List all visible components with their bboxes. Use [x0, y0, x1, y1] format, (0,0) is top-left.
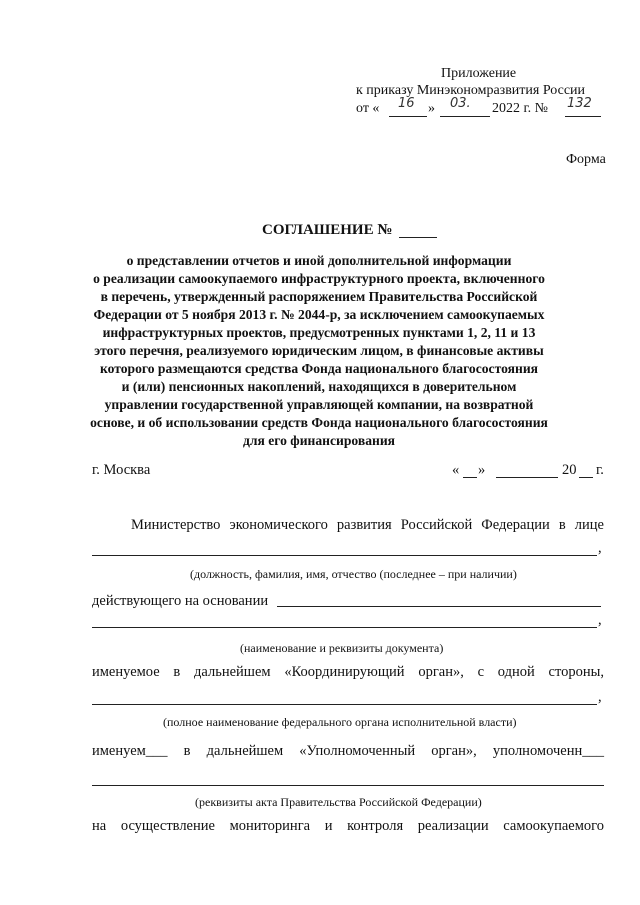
- agreement-subtitle: [80, 252, 558, 450]
- hint-document: (наименование и реквизиты документа): [240, 641, 444, 655]
- form-label: Форма: [566, 152, 606, 167]
- subtitle-line: в перечень, утвержденный распоряжением Правительства Российской: [100, 289, 538, 304]
- fill-line-fed-organ: [92, 704, 597, 705]
- fill-line-gov-act: [92, 785, 604, 786]
- authorized-organ-line: [92, 743, 604, 760]
- subtitle-line: которого размещаются средства Фонда национального благосостояния: [99, 361, 539, 376]
- word: стороны,: [548, 664, 604, 680]
- subtitle-line: для его финансирования: [242, 433, 396, 448]
- hint-fed-organ: (полное наименование федерального органа исполнительной власти): [163, 715, 517, 729]
- word: «Уполномоченный: [299, 743, 416, 759]
- word: в: [183, 743, 191, 759]
- subtitle-line: этого перечня, реализуемого юридическим лицом, в финансовые активы: [94, 343, 544, 358]
- date-prefix: от «: [356, 101, 380, 116]
- place-city: г. Москва: [92, 462, 151, 478]
- word: дальнейшем: [206, 743, 284, 759]
- fill-line-representative: [92, 555, 597, 556]
- word: реализации: [417, 818, 489, 834]
- hint-gov-act: (реквизиты акта Правительства Российской Федерации): [195, 795, 482, 809]
- comma: ,: [598, 612, 602, 628]
- subtitle-line: инфраструктурных проектов, предусмотренных пунктами 1, 2, 11 и 13: [102, 325, 536, 340]
- word: «Координирующий: [284, 664, 405, 680]
- acting-basis-label: действующего на основании: [92, 593, 269, 609]
- word: одной: [497, 664, 535, 680]
- hint-position: (должность, фамилия, имя, отчество (последнее – при наличии): [190, 567, 517, 581]
- ministry-line: [131, 517, 604, 534]
- word: контроля: [347, 818, 404, 834]
- date-close-quote: »: [478, 462, 486, 478]
- word: орган»,: [431, 743, 477, 759]
- word: с: [477, 664, 485, 680]
- word: именуемое: [92, 664, 160, 680]
- fill-line-basis: [277, 606, 601, 607]
- word: в: [558, 517, 566, 533]
- comma: ,: [598, 540, 602, 556]
- word: Федерации: [481, 517, 550, 533]
- word: развития: [336, 517, 392, 533]
- word: мониторинга: [229, 818, 311, 834]
- word: орган»,: [418, 664, 464, 680]
- subtitle-line: Федерации от 5 ноября 2013 г. № 2044-р, за исключением самоокупаемых: [93, 307, 545, 322]
- agreement-number-blank: [399, 237, 437, 238]
- word: в: [173, 664, 181, 680]
- word: осуществление: [120, 818, 215, 834]
- word: именуем___: [92, 743, 168, 759]
- monitoring-line: [92, 818, 604, 835]
- date-quote-close: »: [428, 101, 435, 116]
- word: и: [324, 818, 333, 834]
- agreement-title: СОГЛАШЕНИЕ №: [262, 222, 393, 238]
- order-reference: к приказу Минэкономразвития России: [356, 83, 586, 98]
- coordinating-organ-line: [92, 664, 604, 681]
- subtitle-line: управлении государственной управляющей компании, на возвратной: [104, 397, 534, 412]
- subtitle-line: о представлении отчетов и иной дополнительной информации: [126, 253, 512, 268]
- handwritten-number: 132: [567, 96, 592, 111]
- subtitle-line: основе, и об использовании средств Фонда национального благосостояния: [90, 415, 548, 430]
- word: дальнейшем: [194, 664, 271, 680]
- word: Министерство: [131, 517, 221, 533]
- date-open-quote: «: [452, 462, 460, 478]
- number-blank-line: [565, 116, 601, 117]
- word: лице: [574, 517, 604, 533]
- fill-line-basis-2: [92, 627, 597, 628]
- handwritten-month: 03.: [450, 96, 471, 111]
- word: на: [92, 818, 107, 834]
- year-suffix: г.: [596, 462, 604, 478]
- subtitle-line: о реализации самоокупаемого инфраструктурного проекта, включенного: [93, 271, 545, 286]
- year-prefix: 20: [562, 462, 577, 478]
- month-blank-line: [440, 116, 490, 117]
- word: уполномоченн___: [492, 743, 604, 759]
- word: самоокупаемого: [503, 818, 604, 834]
- word: Российской: [400, 517, 473, 533]
- year-number-text: 2022 г. №: [492, 101, 549, 116]
- day-blank-line: [389, 116, 427, 117]
- day-blank: [463, 477, 477, 478]
- handwritten-day: 16: [398, 96, 415, 111]
- appendix-label: Приложение: [441, 66, 517, 81]
- subtitle-line: и (или) пенсионных накоплений, находящихся в доверительном: [121, 379, 517, 394]
- year-blank: [579, 477, 593, 478]
- word: экономического: [229, 517, 328, 533]
- month-blank: [496, 477, 558, 478]
- comma: ,: [598, 689, 602, 705]
